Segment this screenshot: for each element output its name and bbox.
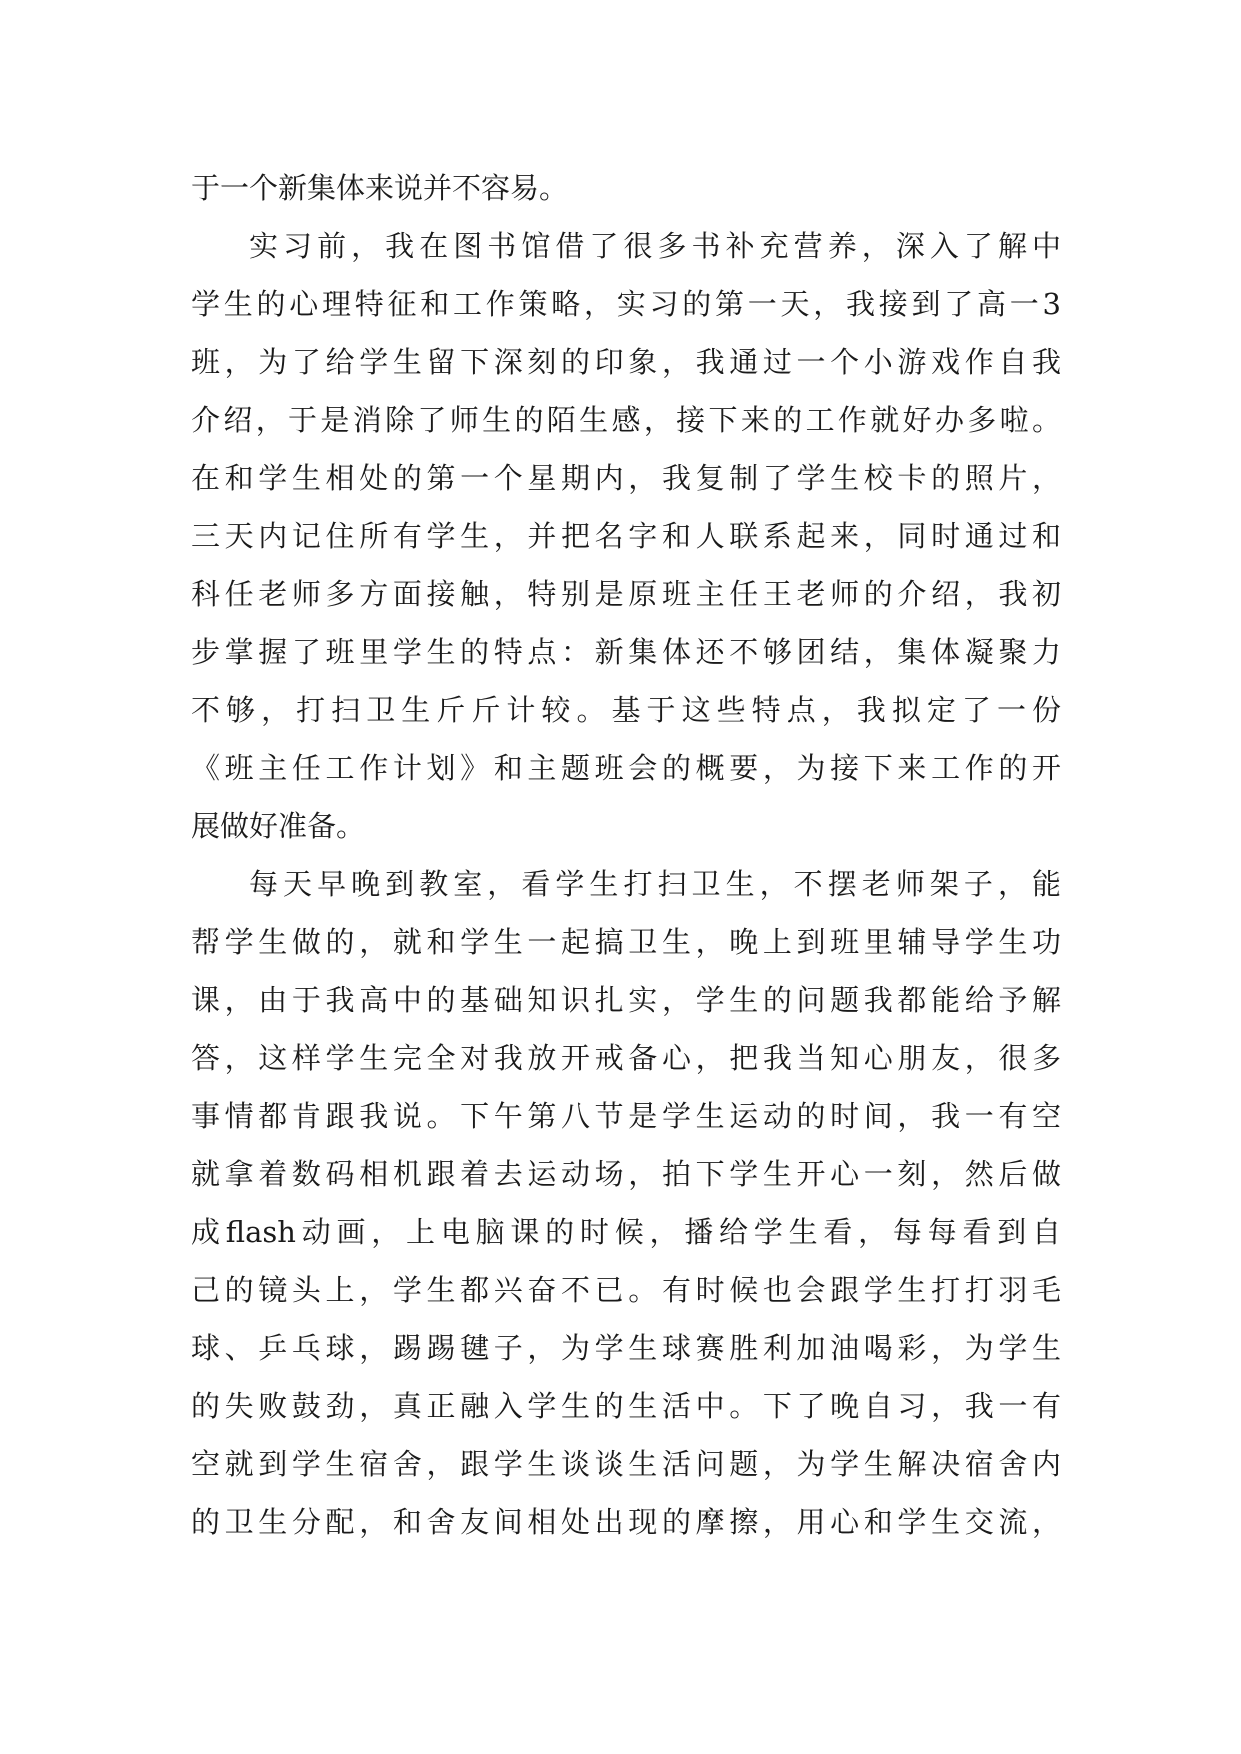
body-text xyxy=(191,159,1061,1551)
text-line: 就拿着数码相机跟着去运动场，拍下学生开心一刻，然后做 xyxy=(191,1157,1061,1191)
text-line: 介绍，于是消除了师生的陌生感，接下来的工作就好办多啦。 xyxy=(191,403,1061,437)
text-line: 的失败鼓劲，真正融入学生的生活中。下了晚自习，我一有 xyxy=(191,1389,1061,1423)
text-line: 的卫生分配，和舍友间相处出现的摩擦，用心和学生交流， xyxy=(191,1505,1061,1539)
text-line: 班，为了给学生留下深刻的印象，我通过一个小游戏作自我 xyxy=(191,345,1061,379)
text-line: 不够，打扫卫生斤斤计较。基于这些特点，我拟定了一份 xyxy=(191,693,1061,727)
text-line: 己的镜头上，学生都兴奋不已。有时候也会跟学生打打羽毛 xyxy=(191,1273,1061,1307)
text-line: 学生的心理特征和工作策略，实习的第一天，我接到了高一3 xyxy=(191,287,1061,321)
text-line: 三天内记住所有学生，并把名字和人联系起来，同时通过和 xyxy=(191,519,1061,553)
text-line: 科任老师多方面接触，特别是原班主任王老师的介绍，我初 xyxy=(191,577,1061,611)
text-line: 空就到学生宿舍，跟学生谈谈生活问题，为学生解决宿舍内 xyxy=(191,1447,1061,1481)
text-line: 《班主任工作计划》和主题班会的概要，为接下来工作的开 xyxy=(191,751,1061,785)
text-line: 事情都肯跟我说。下午第八节是学生运动的时间，我一有空 xyxy=(191,1099,1061,1133)
text-line: 实习前，我在图书馆借了很多书补充营养，深入了解中 xyxy=(249,229,1061,263)
text-line: 帮学生做的，就和学生一起搞卫生，晚上到班里辅导学生功 xyxy=(191,925,1061,959)
text-line: 球、乒乓球，踢踢毽子，为学生球赛胜利加油喝彩，为学生 xyxy=(191,1331,1061,1365)
text-line: 在和学生相处的第一个星期内，我复制了学生校卡的照片， xyxy=(191,461,1061,495)
text-line: 展做好准备。 xyxy=(191,809,366,843)
text-line: 于一个新集体来说并不容易。 xyxy=(191,171,569,205)
text-line: 成flash动画，上电脑课的时候，播给学生看，每每看到自 xyxy=(191,1215,1061,1249)
text-line: 答，这样学生完全对我放开戒备心，把我当知心朋友，很多 xyxy=(191,1041,1061,1075)
text-line: 步掌握了班里学生的特点：新集体还不够团结，集体凝聚力 xyxy=(191,635,1061,669)
text-line: 每天早晚到教室，看学生打扫卫生，不摆老师架子，能 xyxy=(249,867,1061,901)
text-line: 课，由于我高中的基础知识扎实，学生的问题我都能给予解 xyxy=(191,983,1061,1017)
